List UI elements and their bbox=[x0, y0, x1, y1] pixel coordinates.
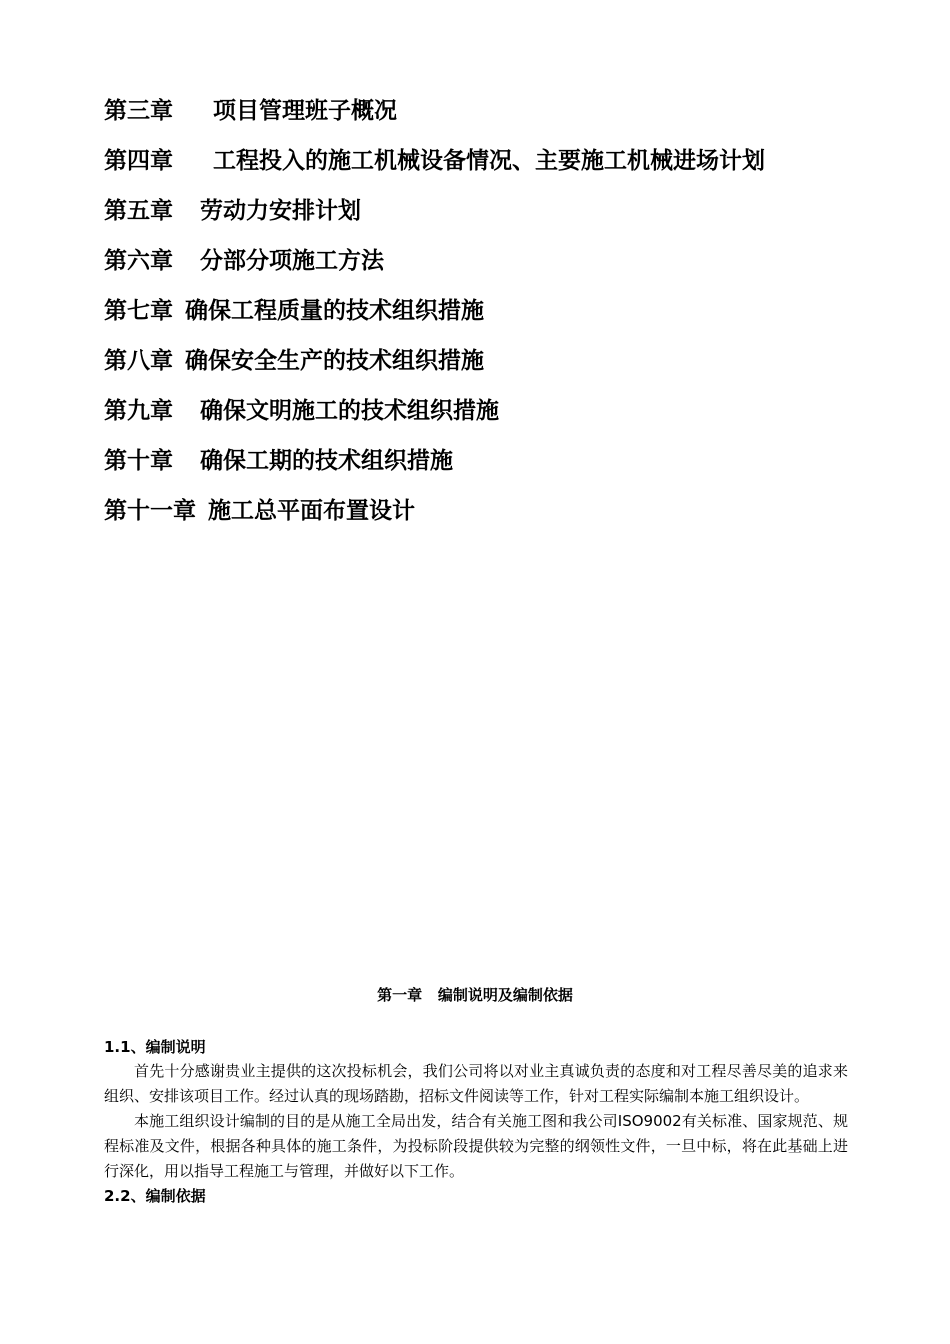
toc-chapter-number: 第七章 bbox=[104, 298, 173, 324]
section-heading: 2.2、编制依据 bbox=[104, 1187, 206, 1205]
toc-chapter-number: 第九章 bbox=[104, 398, 173, 424]
toc-chapter-number: 第八章 bbox=[104, 348, 173, 374]
section-heading: 1.1、编制说明 bbox=[104, 1038, 206, 1056]
toc-chapter-title: 分部分项施工方法 bbox=[200, 248, 384, 274]
paragraph: 首先十分感谢贵业主提供的这次投标机会，我们公司将以对业主真诚负责的态度和对工程尽善尽美的追求来组织、安排该项目工作。经过认真的现场踏勘，招标文件阅读等工作，针对工程实际编制本施工组织设计。 bbox=[104, 1062, 848, 1105]
section-compilation-notes bbox=[104, 1035, 848, 1208]
toc-chapter-number: 第六章 bbox=[104, 248, 173, 274]
toc-chapter-title: 工程投入的施工机械设备情况、主要施工机械进场计划 bbox=[213, 148, 765, 174]
toc-chapter-title: 确保工程质量的技术组织措施 bbox=[185, 298, 484, 324]
toc-entry bbox=[104, 436, 904, 486]
toc-chapter-number: 第五章 bbox=[104, 198, 173, 224]
toc-chapter-title: 劳动力安排计划 bbox=[200, 198, 361, 224]
toc-chapter-title: 确保安全生产的技术组织措施 bbox=[185, 348, 484, 374]
toc-chapter-number: 第十一章 bbox=[104, 498, 196, 524]
toc-entry bbox=[104, 136, 904, 186]
toc-chapter-number: 第三章 bbox=[104, 98, 173, 124]
table-of-contents bbox=[104, 86, 904, 536]
toc-chapter-title: 确保文明施工的技术组织措施 bbox=[200, 398, 499, 424]
toc-entry bbox=[104, 186, 904, 236]
toc-chapter-title: 施工总平面布置设计 bbox=[208, 498, 415, 524]
toc-entry bbox=[104, 236, 904, 286]
toc-chapter-title: 确保工期的技术组织措施 bbox=[200, 448, 453, 474]
paragraph: 本施工组织设计编制的目的是从施工全局出发，结合有关施工图和我公司ISO9002有关标准、国家规范、规程标准及文件，根据各种具体的施工条件，为投标阶段提供较为完整的纲领性文件，一旦中标，将在此基础上进行深化，用以指导工程施工与管理，并做好以下工作。 bbox=[104, 1112, 848, 1180]
chapter-title: 第一章 编制说明及编制依据 bbox=[377, 986, 573, 1004]
toc-entry bbox=[104, 486, 904, 536]
toc-chapter-number: 第十章 bbox=[104, 448, 173, 474]
toc-entry bbox=[104, 336, 904, 386]
toc-chapter-title: 项目管理班子概况 bbox=[213, 98, 397, 124]
toc-entry bbox=[104, 286, 904, 336]
toc-chapter-number: 第四章 bbox=[104, 148, 173, 174]
toc-entry bbox=[104, 86, 904, 136]
toc-entry bbox=[104, 386, 904, 436]
